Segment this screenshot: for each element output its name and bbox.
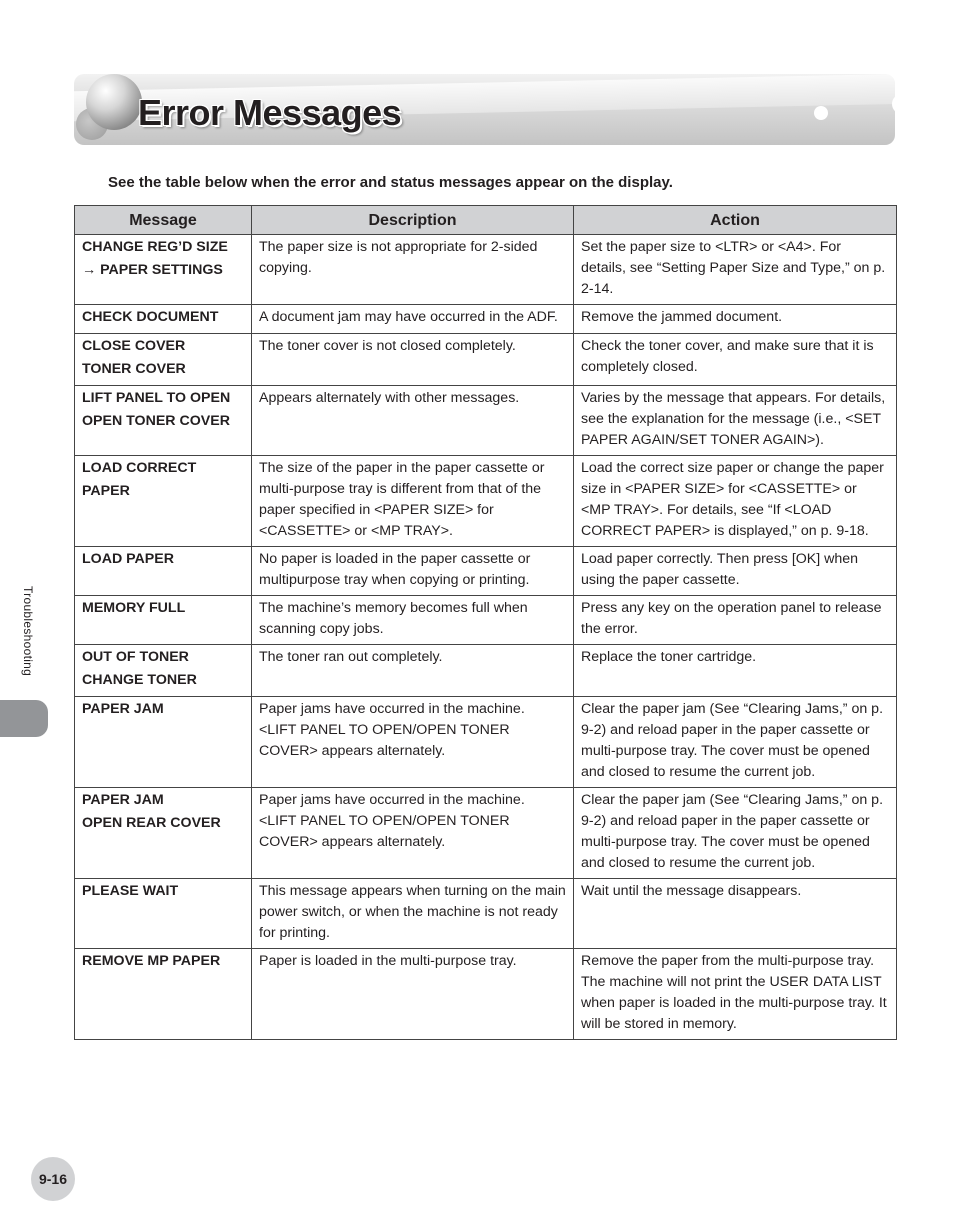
message-cell	[75, 386, 252, 456]
table-row	[75, 596, 897, 645]
table-row	[75, 879, 897, 949]
message-line: PAPER JAM	[82, 792, 164, 808]
action-cell: Clear the paper jam (See “Clearing Jams,” on p. 9-2) and reload paper in the paper cassette or multi-purpose tray. The cover must be opened and closed to resume the current job.	[574, 697, 897, 788]
table-row	[75, 949, 897, 1040]
table-row	[75, 235, 897, 305]
message-cell	[75, 305, 252, 334]
table-body	[75, 235, 897, 1040]
action-cell: Wait until the message disappears.	[574, 879, 897, 949]
message-cell	[75, 949, 252, 1040]
action-cell: Check the toner cover, and make sure that it is completely closed.	[574, 334, 897, 386]
table-row	[75, 697, 897, 788]
description-cell: Paper is loaded in the multi-purpose tray.	[252, 949, 574, 1040]
message-cell	[75, 334, 252, 386]
message-line: LOAD CORRECT	[82, 460, 197, 476]
action-cell: Remove the jammed document.	[574, 305, 897, 334]
message-line: CLOSE COVER	[82, 338, 186, 354]
description-cell: The size of the paper in the paper cassette or multi-purpose tray is different from that of the paper specified in <PAPER SIZE> for <CASSETTE> or <MP TRAY>.	[252, 456, 574, 547]
column-header-message: Message	[75, 206, 252, 235]
banner-dot	[814, 106, 828, 120]
table-row	[75, 788, 897, 879]
column-header-description: Description	[252, 206, 574, 235]
message-line: REMOVE MP PAPER	[82, 953, 221, 969]
message-line: CHANGE TONER	[82, 672, 197, 688]
message-line: PLEASE WAIT	[82, 883, 179, 899]
description-cell: The toner cover is not closed completely.	[252, 334, 574, 386]
message-line: LOAD PAPER	[82, 551, 174, 567]
action-cell: Remove the paper from the multi-purpose tray. The machine will not print the USER DATA LIST when paper is loaded in the multi-purpose tray. It will be stored in memory.	[574, 949, 897, 1040]
action-cell: Set the paper size to <LTR> or <A4>. For details, see “Setting Paper Size and Type,” on p. 2-14.	[574, 235, 897, 305]
description-cell: Appears alternately with other messages.	[252, 386, 574, 456]
message-cell	[75, 697, 252, 788]
message-line: PAPER JAM	[82, 701, 164, 717]
intro-text: See the table below when the error and status messages appear on the display.	[108, 174, 673, 191]
error-messages-table	[74, 205, 897, 1040]
table-row	[75, 456, 897, 547]
description-cell: No paper is loaded in the paper cassette or multipurpose tray when copying or printing.	[252, 547, 574, 596]
message-cell	[75, 235, 252, 305]
description-cell: This message appears when turning on the main power switch, or when the machine is not ready for printing.	[252, 879, 574, 949]
message-cell	[75, 645, 252, 697]
action-cell: Varies by the message that appears. For details, see the explanation for the message (i.e., <SET PAPER AGAIN/SET TONER AGAIN>).	[574, 386, 897, 456]
message-cell	[75, 547, 252, 596]
message-cell	[75, 879, 252, 949]
table-row	[75, 305, 897, 334]
table-row	[75, 645, 897, 697]
message-line: CHECK DOCUMENT	[82, 309, 219, 325]
description-cell: The machine’s memory becomes full when scanning copy jobs.	[252, 596, 574, 645]
message-line: → PAPER SETTINGS	[82, 262, 223, 278]
message-line: OPEN TONER COVER	[82, 413, 230, 429]
action-cell: Replace the toner cartridge.	[574, 645, 897, 697]
decorative-sphere	[86, 74, 142, 130]
action-cell: Load the correct size paper or change the paper size in <PAPER SIZE> for <CASSETTE> or <MP TRAY>. For details, see “If <LOAD CORRECT PAPER> is displayed,” on p. 9-18.	[574, 456, 897, 547]
section-label-text: Troubleshooting	[21, 586, 35, 677]
table-row	[75, 386, 897, 456]
page-title: Error Messages	[138, 92, 402, 133]
table-row	[75, 334, 897, 386]
message-line: OPEN REAR COVER	[82, 815, 221, 831]
section-side-label	[21, 586, 35, 696]
table-header-row	[75, 206, 897, 235]
description-cell: Paper jams have occurred in the machine. <LIFT PANEL TO OPEN/OPEN TONER COVER> appears alternately.	[252, 697, 574, 788]
message-cell	[75, 456, 252, 547]
page-number: 9-16	[31, 1157, 75, 1201]
message-line: PAPER	[82, 483, 130, 499]
description-cell: Paper jams have occurred in the machine. <LIFT PANEL TO OPEN/OPEN TONER COVER> appears alternately.	[252, 788, 574, 879]
message-line: LIFT PANEL TO OPEN	[82, 390, 231, 406]
action-cell: Load paper correctly. Then press [OK] when using the paper cassette.	[574, 547, 897, 596]
description-cell: The paper size is not appropriate for 2-sided copying.	[252, 235, 574, 305]
description-cell: The toner ran out completely.	[252, 645, 574, 697]
action-cell: Clear the paper jam (See “Clearing Jams,” on p. 9-2) and reload paper in the paper cassette or multi-purpose tray. The cover must be opened and closed to resume the current job.	[574, 788, 897, 879]
message-line: TONER COVER	[82, 361, 186, 377]
section-tab	[0, 700, 48, 737]
table-row	[75, 547, 897, 596]
message-line: MEMORY FULL	[82, 600, 186, 616]
column-header-action: Action	[574, 206, 897, 235]
message-cell	[75, 788, 252, 879]
message-line: OUT OF TONER	[82, 649, 189, 665]
description-cell: A document jam may have occurred in the ADF.	[252, 305, 574, 334]
message-line: CHANGE REG’D SIZE	[82, 239, 228, 255]
action-cell: Press any key on the operation panel to release the error.	[574, 596, 897, 645]
message-cell	[75, 596, 252, 645]
